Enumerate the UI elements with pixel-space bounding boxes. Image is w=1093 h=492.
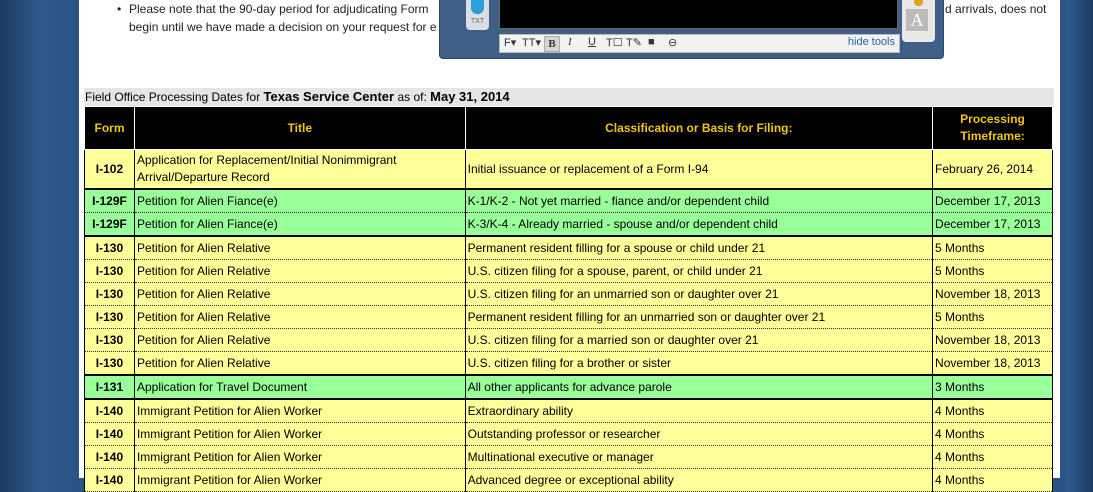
title-cell: Immigrant Petition for Alien Worker <box>134 423 465 446</box>
header-form: Form <box>85 107 135 150</box>
spacer <box>79 63 1060 85</box>
timeframe-cell: 5 Months <box>933 306 1053 329</box>
table-row <box>85 283 1053 306</box>
timeframe-cell: 4 Months <box>933 446 1053 469</box>
form-cell: I-129F <box>85 213 135 237</box>
form-cell: I-130 <box>85 352 135 376</box>
table-row <box>85 189 1053 213</box>
table-row <box>85 260 1053 283</box>
hide-tools-link[interactable]: hide tools <box>847 36 895 48</box>
timeframe-cell: November 18, 2013 <box>933 283 1053 306</box>
classification-cell: Initial issuance or replacement of a Form I-94 <box>465 150 932 190</box>
text-style-icon[interactable]: A <box>906 9 928 31</box>
italic-button[interactable]: I <box>568 36 572 48</box>
title-cell: Immigrant Petition for Alien Worker <box>134 469 465 492</box>
classification-cell: Multinational executive or manager <box>465 446 932 469</box>
title-cell: Immigrant Petition for Alien Worker <box>134 399 465 423</box>
classification-cell: All other applicants for advance parole <box>465 375 932 399</box>
underline-button[interactable]: U <box>588 36 596 48</box>
timeframe-cell: December 17, 2013 <box>933 189 1053 213</box>
timeframe-cell: February 26, 2014 <box>933 150 1053 190</box>
table-row <box>85 150 1053 190</box>
classification-cell: Permanent resident filling for a spouse or child under 21 <box>465 236 932 260</box>
note-line-2: begin until we have made a decision on your request for e <box>129 20 437 34</box>
timeframe-cell: 4 Months <box>933 399 1053 423</box>
title-cell: Petition for Alien Relative <box>134 236 465 260</box>
note-line-1-end: d arrivals, does not <box>945 2 1047 16</box>
classification-cell: Outstanding professor or researcher <box>465 423 932 446</box>
table-row <box>85 375 1053 399</box>
timeframe-cell: 5 Months <box>933 260 1053 283</box>
table-row <box>85 213 1053 237</box>
title-cell: Petition for Alien Relative <box>134 283 465 306</box>
classification-cell: K-3/K-4 - Already married - spouse and/or dependent child <box>465 213 932 237</box>
txt-drop-icon <box>471 0 484 14</box>
title-cell: Immigrant Petition for Alien Worker <box>134 446 465 469</box>
caption-office: Texas Service Center <box>263 89 395 104</box>
text-highlight-button[interactable]: T✎ <box>626 37 642 49</box>
title-cell: Application for Travel Document <box>134 375 465 399</box>
classification-cell: Advanced degree or exceptional ability <box>465 469 932 492</box>
header-title: Title <box>134 107 465 150</box>
classification-cell: K-1/K-2 - Not yet married - fiance and/or dependent child <box>465 189 932 213</box>
timeframe-cell: 4 Months <box>933 469 1053 492</box>
classification-cell: U.S. citizen filing for a brother or sister <box>465 352 932 376</box>
table-row <box>85 469 1053 492</box>
note-line-1: Please note that the 90-day period for adjudicating Form <box>129 2 429 16</box>
form-cell: I-130 <box>85 260 135 283</box>
form-cell: I-102 <box>85 150 135 190</box>
title-cell: Application for Replacement/Initial Nonimmigrant Arrival/Departure Record <box>134 150 465 190</box>
table-row <box>85 352 1053 376</box>
bullet-icon: • <box>117 2 122 16</box>
form-cell: I-140 <box>85 399 135 423</box>
table-caption <box>84 88 1054 106</box>
font-family-button[interactable]: F▾ <box>504 37 517 49</box>
text-box-button[interactable]: T☐ <box>606 37 623 49</box>
table-row <box>85 446 1053 469</box>
bold-button[interactable]: B <box>544 36 560 52</box>
font-size-button[interactable]: TT▾ <box>522 37 541 49</box>
classification-cell: U.S. citizen filing for a spouse, parent, or child under 21 <box>465 260 932 283</box>
header-classification: Classification or Basis for Filing: <box>465 107 932 150</box>
title-cell: Petition for Alien Relative <box>134 260 465 283</box>
table-body <box>85 150 1053 492</box>
editor-side-panel <box>902 0 935 42</box>
form-cell: I-130 <box>85 236 135 260</box>
text-editor-popup <box>439 0 944 59</box>
txt-button[interactable] <box>466 0 489 30</box>
table-row <box>85 423 1053 446</box>
title-cell: Petition for Alien Relative <box>134 306 465 329</box>
fill-color-icon[interactable]: ■ <box>648 36 655 48</box>
timeframe-cell: 5 Months <box>933 236 1053 260</box>
caption-date: May 31, 2014 <box>430 89 510 104</box>
form-cell: I-131 <box>85 375 135 399</box>
classification-cell: U.S. citizen filing for a married son or daughter over 21 <box>465 329 932 352</box>
processing-dates-table <box>84 106 1053 492</box>
header-timeframe: Processing Timeframe: <box>933 107 1053 150</box>
classification-cell: Permanent resident filling for an unmarried son or daughter over 21 <box>465 306 932 329</box>
title-cell: Petition for Alien Relative <box>134 352 465 376</box>
table-row <box>85 329 1053 352</box>
table-row <box>85 306 1053 329</box>
form-cell: I-130 <box>85 306 135 329</box>
form-cell: I-140 <box>85 446 135 469</box>
timeframe-cell: November 18, 2013 <box>933 329 1053 352</box>
editor-toolbar <box>499 34 900 53</box>
form-cell: I-129F <box>85 189 135 213</box>
classification-cell: U.S. citizen filing for an unmarried son or daughter over 21 <box>465 283 932 306</box>
form-cell: I-130 <box>85 329 135 352</box>
orange-indicator-icon <box>914 0 923 6</box>
txt-label: TXT <box>470 18 485 25</box>
classification-cell: Extraordinary ability <box>465 399 932 423</box>
timeframe-cell: 4 Months <box>933 423 1053 446</box>
form-cell: I-140 <box>85 423 135 446</box>
form-cell: I-140 <box>85 469 135 492</box>
timeframe-cell: 3 Months <box>933 375 1053 399</box>
timeframe-cell: December 17, 2013 <box>933 213 1053 237</box>
form-cell: I-130 <box>85 283 135 306</box>
title-cell: Petition for Alien Relative <box>134 329 465 352</box>
table-row <box>85 236 1053 260</box>
caption-prefix: Field Office Processing Dates for <box>85 90 261 104</box>
link-icon[interactable]: ⊖ <box>668 37 678 49</box>
caption-asof: as of: <box>397 90 427 104</box>
content-page <box>79 0 1060 487</box>
timeframe-cell: November 18, 2013 <box>933 352 1053 376</box>
title-cell: Petition for Alien Fiance(e) <box>134 213 465 237</box>
table-header-row <box>85 107 1053 150</box>
editor-text-area[interactable] <box>499 0 898 29</box>
table-row <box>85 399 1053 423</box>
title-cell: Petition for Alien Fiance(e) <box>134 189 465 213</box>
